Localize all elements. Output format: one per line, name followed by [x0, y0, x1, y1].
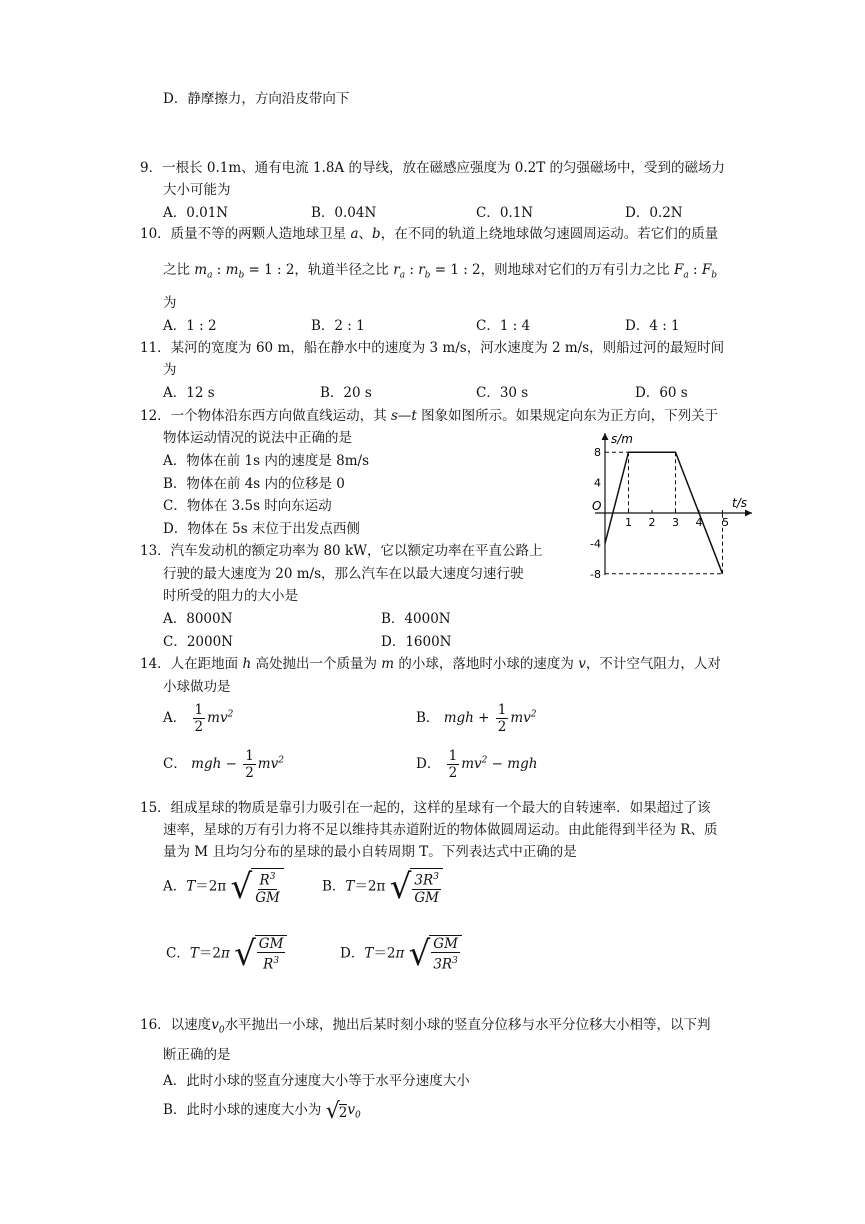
q15-option-d: D．T＝2π √ $\frac{GM}{3R^3}$ [340, 935, 462, 973]
q16-option-a: A．此时小球的竖直分速度大小等于水平分速度大小 [163, 1073, 470, 1089]
q10-option-a: A．1 : 2 [163, 318, 217, 334]
q15-option-b: B．T＝2π √ $\frac{3R^3}{GM}$ [322, 868, 443, 906]
q13-option-b: B．4000N [381, 611, 451, 627]
q11-option-c: C．30 s [476, 385, 529, 401]
q12-option-b: B．物体在前 4s 内的位移是 0 [163, 476, 345, 492]
q11-option-b: B．20 s [320, 385, 372, 401]
x-tick-label: 2 [648, 516, 656, 529]
q10-option-b: B．2 : 1 [311, 318, 365, 334]
q11-option-a: A．12 s [163, 385, 215, 401]
q13-stem-line1: 13．汽车发动机的额定功率为 80 kW，它以额定功率在平直公路上 [140, 543, 543, 559]
x-tick-label: 4 [695, 516, 703, 529]
q13-option-a: A．8000N [163, 611, 233, 627]
q9-option-b: B．0.04N [311, 205, 377, 221]
q15-option-c: C．T＝2π √ $\frac{GM}{R^3}$ [166, 935, 287, 973]
y-tick-label: -8 [590, 567, 601, 581]
q12-stem-line1: 12．一个物体沿东西方向做直线运动，其 s—t 图象如图所示。如果规定向东为正方向，下列关于 [140, 408, 719, 424]
y-tick-label: 4 [594, 476, 601, 490]
x-tick-label: 5 [722, 516, 729, 529]
q15-stem-line2: 速率，星球的万有引力将不足以维持其赤道附近的物体做圆周运动。由此能得到半径为 R、质 [163, 822, 718, 838]
q8-option-d: D．静摩擦力，方向沿皮带向下 [163, 91, 350, 107]
q14-option-b: B． mgh + $\frac{1}{2}$ $mv^2$ [416, 702, 537, 735]
q15-option-a: A．T＝2π √ $\frac{R^3}{GM}$ [163, 868, 284, 906]
q12-option-a: A．物体在前 1s 内的速度是 8m/s [163, 453, 370, 469]
q16-option-b: B．此时小球的速度大小为 √ 2 $v_0$ [163, 1099, 361, 1124]
q9-stem-line2: 大小可能为 [163, 182, 231, 198]
q9-option-a: A．0.01N [163, 205, 229, 221]
q9-option-c: C．0.1N [476, 205, 534, 221]
q12-option-c: C．物体在 3.5s 时向东运动 [163, 498, 332, 514]
q12-option-d: D．物体在 5s 末位于出发点西侧 [163, 521, 360, 537]
y-axis-label: s/m [611, 432, 633, 446]
q16-stem-line1: 16．以速度$v_0$水平抛出一小球，抛出后某时刻小球的竖直分位移与水平分位移大小相等，以下判 [140, 1017, 711, 1036]
q15-stem-line3: 量为 M 且均匀分布的星球的最小自转周期 T。下列表达式中正确的是 [163, 844, 577, 860]
y-tick-label: -4 [590, 537, 601, 551]
q15-stem-line1: 15．组成星球的物质是靠引力吸引在一起的，这样的星球有一个最大的自转速率．如果超过了该 [140, 800, 711, 816]
q10-option-c: C．1 : 4 [476, 318, 531, 334]
q13-option-d: D．1600N [381, 634, 452, 650]
q14-option-c: C． mgh − $\frac{1}{2}$ $mv^2$ [163, 748, 284, 781]
q10-option-d: D．4 : 1 [625, 318, 680, 334]
q9-option-d: D．0.2N [625, 205, 683, 221]
q9-stem-line1: 9．一根长 0.1m、通有电流 1.8A 的导线，放在磁感应强度为 0.2T 的匀强磁场中，受到的磁场力 [140, 160, 726, 176]
q12-stem-line2: 物体运动情况的说法中正确的是 [163, 430, 352, 446]
q11-stem-line2: 为 [163, 362, 177, 378]
x-axis-label: t/s [732, 496, 747, 510]
q13-stem-line2: 行驶的最大速度为 20 m/s，那么汽车在以最大速度匀速行驶 [163, 566, 524, 582]
q11-stem-line1: 11．某河的宽度为 60 m，船在静水中的速度为 3 m/s，河水速度为 2 m/s，则船过河的最短时间 [140, 340, 725, 356]
q13-option-c: C．2000N [163, 634, 233, 650]
q10-stem-line3: 为 [163, 295, 177, 311]
x-tick-label: 1 [625, 516, 632, 529]
q16-stem-line2: 断正确的是 [163, 1047, 231, 1063]
origin-label: O [592, 499, 602, 513]
q13-stem-line3: 时所受的阻力的大小是 [163, 588, 298, 604]
q14-option-d: D． $\frac{1}{2}$ $mv^2$ − mgh [416, 748, 538, 781]
st-graph [580, 425, 760, 585]
q10-stem-line2: 之比 $m_a$ : $m_b = 1$ : 2，轨道半径之比 $r_a$ : $r_b = 1$ : 2，则地球对它们的万有引力之比 $F_a$ : $F_b$ [163, 262, 717, 281]
q10-stem-line1: 10．质量不等的两颗人造地球卫星 a、b，在不同的轨道上绕地球做匀速圆周运动。若它们的质量 [140, 226, 719, 242]
q14-stem-line2: 小球做功是 [163, 679, 231, 695]
x-tick-label: 3 [672, 516, 679, 529]
q14-option-a: A． $\frac{1}{2}$ $mv^2$ [163, 702, 234, 735]
q11-option-d: D．60 s [635, 385, 688, 401]
q14-stem-line1: 14．人在距地面 h 高处抛出一个质量为 m 的小球，落地时小球的速度为 v，不计空气阻力，人对 [140, 656, 721, 672]
y-tick-label: 8 [594, 446, 601, 460]
